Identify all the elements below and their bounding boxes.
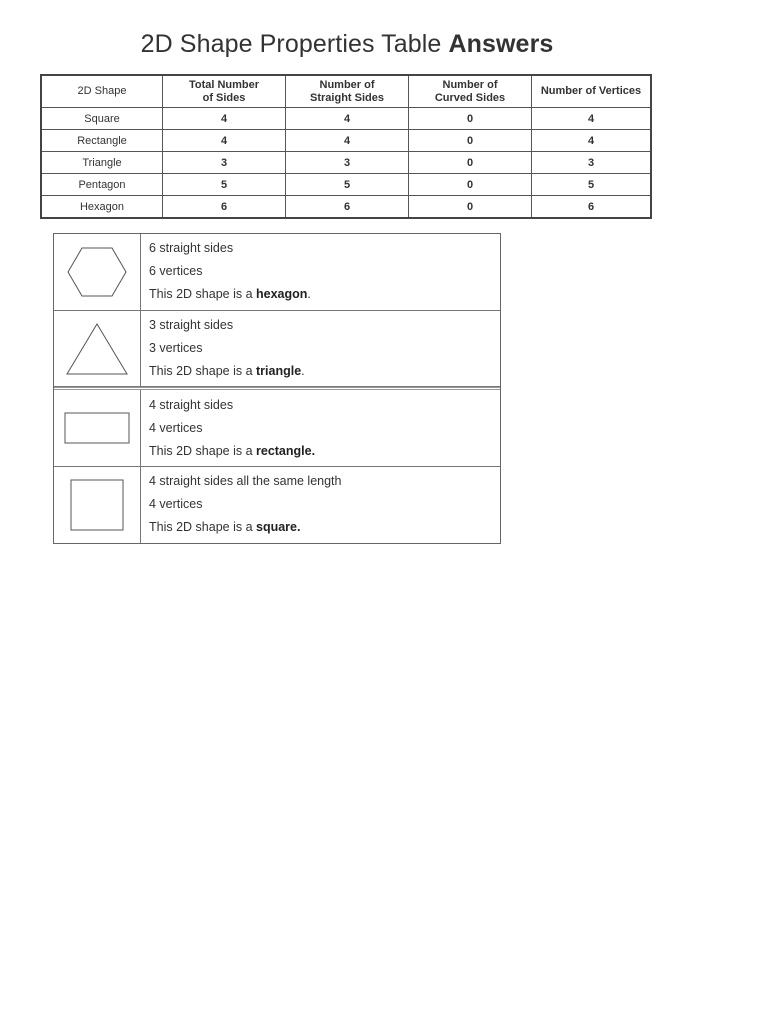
table-row: [41, 152, 651, 174]
cell-shape: Hexagon: [41, 196, 163, 219]
cell-total: 6: [163, 196, 286, 219]
shape-image: [54, 390, 141, 466]
sides-text: 4 straight sides: [149, 398, 234, 412]
cell-total: 4: [163, 130, 286, 152]
cell-shape: Rectangle: [41, 130, 163, 152]
sides-text: 6 straight sides: [149, 241, 234, 255]
vertices-text: 4 vertices: [149, 421, 203, 435]
table-row: [41, 196, 651, 219]
shape-card-square: [54, 467, 500, 543]
answer-text: This 2D shape is a square.: [149, 520, 301, 534]
cell-vertices: 6: [532, 196, 652, 219]
title-emphasis: Answers: [448, 30, 554, 58]
answer-text: This 2D shape is a triangle.: [149, 364, 305, 378]
table-header-row: [41, 75, 651, 108]
hexagon-icon: [66, 245, 128, 299]
cell-straight: 3: [286, 152, 409, 174]
shape-description: [141, 234, 500, 310]
cell-shape: Pentagon: [41, 174, 163, 196]
title-main: 2D Shape Properties Table: [140, 30, 442, 58]
cell-vertices: 4: [532, 108, 652, 130]
vertices-text: 3 vertices: [149, 341, 203, 355]
shape-cards: [53, 233, 501, 544]
header-curved-sides: Number of Curved Sides: [409, 75, 532, 108]
answer-text: This 2D shape is a hexagon.: [149, 287, 311, 301]
cell-curved: 0: [409, 130, 532, 152]
properties-table: [40, 74, 652, 219]
triangle-icon: [65, 321, 129, 377]
rectangle-icon: [63, 411, 131, 445]
vertices-text: 6 vertices: [149, 264, 203, 278]
cell-total: 4: [163, 108, 286, 130]
vertices-text: 4 vertices: [149, 497, 203, 511]
shape-card-hexagon: [54, 234, 500, 311]
cell-curved: 0: [409, 174, 532, 196]
table-row: [41, 174, 651, 196]
cell-vertices: 5: [532, 174, 652, 196]
shape-description: [141, 311, 500, 386]
cell-curved: 0: [409, 152, 532, 174]
answer-text: This 2D shape is a rectangle.: [149, 444, 316, 458]
sides-text: 4 straight sides all the same length: [149, 474, 342, 488]
cell-straight: 4: [286, 130, 409, 152]
shape-description: [141, 467, 500, 543]
cell-vertices: 3: [532, 152, 652, 174]
cell-straight: 5: [286, 174, 409, 196]
shape-image: [54, 311, 141, 386]
cell-curved: 0: [409, 108, 532, 130]
answer-word: square.: [256, 520, 301, 534]
shape-card-rectangle: [54, 387, 500, 467]
shape-description: [141, 390, 500, 466]
cell-vertices: 4: [532, 130, 652, 152]
cell-shape: Triangle: [41, 152, 163, 174]
cell-total: 3: [163, 152, 286, 174]
cell-straight: 6: [286, 196, 409, 219]
square-icon: [69, 478, 125, 532]
header-shape: 2D Shape: [41, 75, 163, 108]
header-straight-sides: Number of Straight Sides: [286, 75, 409, 108]
answer-word: rectangle.: [256, 444, 316, 458]
answer-word: hexagon: [256, 287, 308, 301]
cell-curved: 0: [409, 196, 532, 219]
header-vertices: Number of Vertices: [532, 75, 652, 108]
page-title: [0, 30, 694, 59]
cell-total: 5: [163, 174, 286, 196]
header-total-sides: Total Number of Sides: [163, 75, 286, 108]
shape-image: [54, 234, 141, 310]
cell-shape: Square: [41, 108, 163, 130]
table-row: [41, 130, 651, 152]
sides-text: 3 straight sides: [149, 318, 234, 332]
table-row: [41, 108, 651, 130]
shape-image: [54, 467, 141, 543]
answer-word: triangle: [256, 364, 302, 378]
cell-straight: 4: [286, 108, 409, 130]
shape-card-triangle: [54, 311, 500, 387]
